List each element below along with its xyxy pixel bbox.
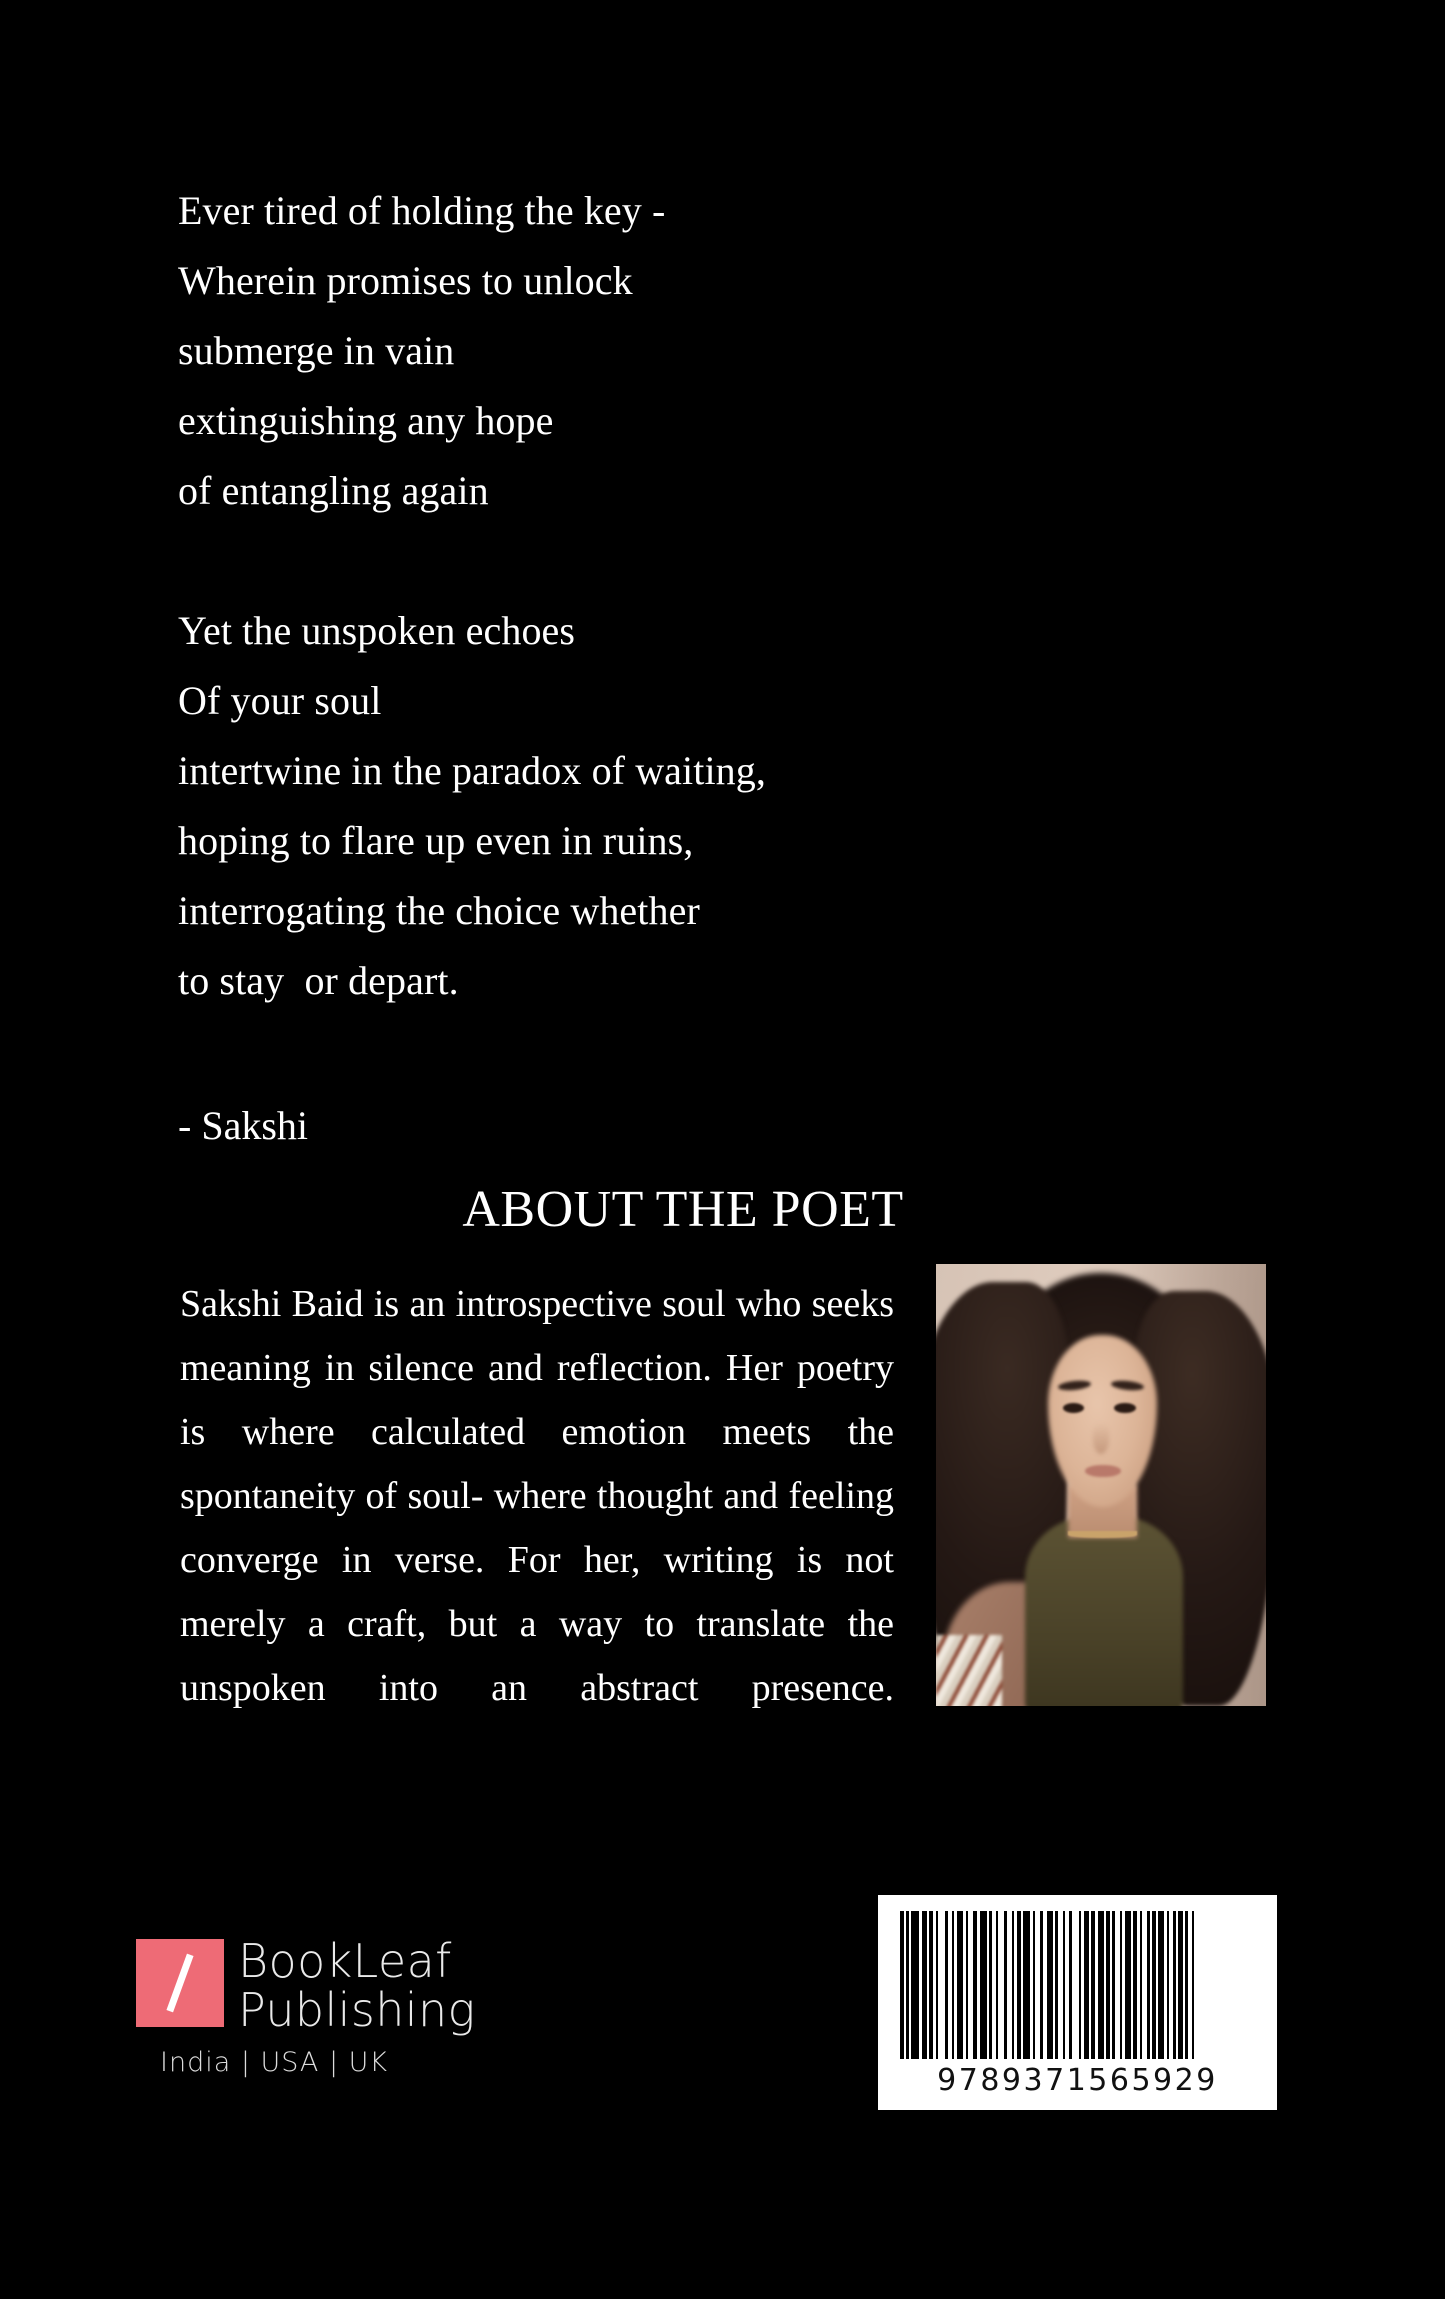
isbn-barcode: [878, 1895, 1277, 2110]
bookleaf-slash-icon: [136, 1939, 224, 2027]
portrait-garment: [1025, 1516, 1183, 1706]
publisher-name-line-2: Publishing: [238, 1983, 476, 2037]
author-bio: Sakshi Baid is an introspective soul who seeks meaning in silence and reflection. Her poetry is where calculated emotion meets the spontaneity of soul- where thought and feeling converge in verse. For her, writing is not merely a craft, but a way to translate the unspoken into an abstract presence.: [180, 1283, 894, 1709]
barcode-bar: [1192, 1911, 1194, 2059]
barcode-bar: [1023, 1911, 1030, 2059]
barcode-bar: [1072, 1911, 1079, 2059]
portrait-lips: [1085, 1465, 1121, 1476]
poem-line: of entangling again: [178, 468, 489, 513]
poem-line: interrogating the choice whether: [178, 888, 700, 933]
poem-line: Ever tired of holding the key -: [178, 188, 666, 233]
publisher-regions: India | USA | UK: [160, 2047, 389, 2078]
barcode-bar: [911, 1911, 919, 2059]
poem-line: hoping to flare up even in ruins,: [178, 818, 694, 863]
slash-glyph: [166, 1954, 193, 2013]
poem-block: [178, 176, 1078, 1016]
poem-line: intertwine in the paradox of waiting,: [178, 748, 766, 793]
portrait-scarf: [936, 1635, 1002, 1706]
about-the-poet-heading: ABOUT THE POET: [462, 1181, 904, 1238]
poem-line: Of your soul: [178, 678, 382, 723]
stanza-spacer: [178, 526, 1078, 596]
poem-line: Wherein promises to unlock: [178, 258, 633, 303]
poem-attribution: - Sakshi: [178, 1103, 308, 1148]
publisher-logo: [136, 1934, 536, 2078]
poem-line: extinguishing any hope: [178, 398, 554, 443]
poem-line: Yet the unspoken echoes: [178, 608, 576, 653]
author-photo: [936, 1264, 1266, 1706]
publisher-name-line-1: BookLeaf: [238, 1934, 452, 1988]
poem-line: submerge in vain: [178, 328, 455, 373]
publisher-name: [238, 1934, 476, 2037]
barcode-bar: [938, 1911, 945, 2059]
isbn-number: 9789371565929: [937, 2063, 1218, 2098]
publisher-logo-row: [136, 1934, 536, 2037]
barcode-bars: [900, 1911, 1255, 2059]
poem-line: to stay or depart.: [178, 958, 459, 1003]
barcode-bar: [980, 1911, 987, 2059]
portrait-necklace: [1068, 1531, 1137, 1537]
